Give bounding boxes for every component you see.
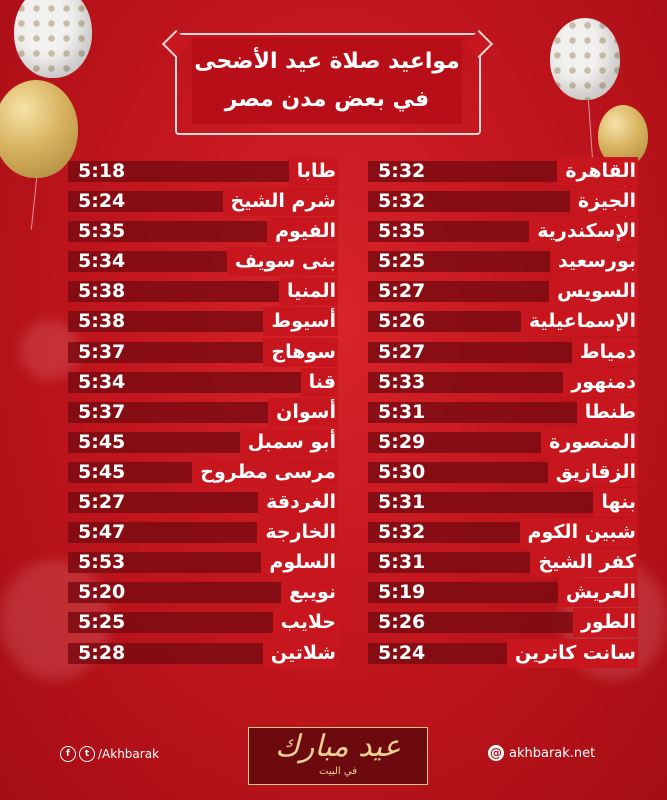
list-item bbox=[68, 578, 338, 607]
city-name: بنها bbox=[593, 488, 638, 517]
prayer-time: 5:37 bbox=[78, 340, 126, 363]
prayer-time: 5:31 bbox=[378, 491, 426, 514]
list-item bbox=[68, 247, 338, 276]
logo-subtext: في البيت bbox=[319, 766, 357, 777]
prayer-times-list-right bbox=[368, 157, 638, 669]
prayer-time: 5:27 bbox=[378, 340, 426, 363]
prayer-time: 5:35 bbox=[78, 220, 126, 243]
city-name: قنا bbox=[301, 368, 338, 397]
city-name: المنيا bbox=[279, 277, 338, 306]
list-item bbox=[368, 639, 638, 668]
list-item bbox=[68, 458, 338, 487]
page-title-line2: في بعض مدن مصر bbox=[224, 87, 430, 112]
list-item bbox=[368, 548, 638, 577]
facebook-icon[interactable]: f bbox=[60, 746, 76, 762]
city-name: بنى سويف bbox=[227, 247, 338, 276]
prayer-time: 5:37 bbox=[78, 400, 126, 423]
white-balloon-icon bbox=[550, 18, 620, 100]
balloon-string bbox=[588, 100, 593, 160]
prayer-time: 5:25 bbox=[378, 250, 426, 273]
prayer-time: 5:34 bbox=[78, 250, 126, 273]
city-name: شبين الكوم bbox=[520, 518, 638, 547]
prayer-time: 5:32 bbox=[378, 521, 426, 544]
eid-logo bbox=[248, 727, 428, 785]
city-name: نويبع bbox=[281, 578, 338, 607]
list-item bbox=[368, 398, 638, 427]
prayer-time: 5:45 bbox=[78, 460, 126, 483]
list-item bbox=[368, 307, 638, 336]
prayer-time: 5:29 bbox=[378, 430, 426, 453]
city-name: الإسماعيلية bbox=[521, 307, 638, 336]
list-item bbox=[368, 428, 638, 457]
city-name: السلوم bbox=[261, 548, 338, 577]
city-name: الفيوم bbox=[267, 217, 338, 246]
city-name: طابا bbox=[289, 157, 338, 186]
prayer-time: 5:28 bbox=[78, 641, 126, 664]
prayer-time: 5:38 bbox=[78, 310, 126, 333]
prayer-time: 5:31 bbox=[378, 400, 426, 423]
city-name: الإسكندرية bbox=[529, 217, 638, 246]
prayer-time: 5:24 bbox=[78, 190, 126, 213]
prayer-time: 5:19 bbox=[378, 581, 426, 604]
city-name: أبو سمبل bbox=[240, 428, 338, 457]
city-name: الخارجة bbox=[257, 518, 338, 547]
website-link[interactable] bbox=[488, 743, 595, 763]
list-item bbox=[368, 368, 638, 397]
city-name: أسوان bbox=[268, 398, 338, 427]
prayer-time: 5:34 bbox=[78, 370, 126, 393]
city-name: الزقازيق bbox=[548, 458, 638, 487]
prayer-time: 5:26 bbox=[378, 310, 426, 333]
list-item bbox=[368, 488, 638, 517]
list-item bbox=[68, 639, 338, 668]
list-item bbox=[68, 187, 338, 216]
city-name: العريش bbox=[558, 578, 638, 607]
city-name: شرم الشيخ bbox=[223, 187, 338, 216]
city-name: طنطا bbox=[577, 398, 638, 427]
list-item bbox=[68, 398, 338, 427]
website-url[interactable]: akhbarak.net bbox=[509, 745, 596, 761]
list-item bbox=[368, 277, 638, 306]
prayer-time: 5:24 bbox=[378, 641, 426, 664]
prayer-time: 5:38 bbox=[78, 280, 126, 303]
city-name: سانت كاترين bbox=[507, 639, 638, 668]
list-item bbox=[368, 338, 638, 367]
list-item bbox=[368, 608, 638, 637]
twitter-icon[interactable]: t bbox=[79, 746, 95, 762]
list-item bbox=[68, 217, 338, 246]
list-item bbox=[368, 518, 638, 547]
list-item bbox=[368, 157, 638, 186]
city-name: حلايب bbox=[273, 608, 338, 637]
page-title-line1: مواعيد صلاة عيد الأضحى bbox=[194, 49, 460, 74]
prayer-time: 5:32 bbox=[378, 190, 426, 213]
city-name: مرسى مطروح bbox=[192, 458, 338, 487]
list-item bbox=[368, 578, 638, 607]
city-name: السويس bbox=[549, 277, 638, 306]
prayer-time: 5:27 bbox=[78, 491, 126, 514]
city-name: الطور bbox=[573, 608, 638, 637]
prayer-time: 5:47 bbox=[78, 521, 126, 544]
social-links bbox=[60, 745, 159, 763]
prayer-time: 5:25 bbox=[78, 611, 126, 634]
city-name: كفر الشيخ bbox=[530, 548, 638, 577]
city-name: بورسعيد bbox=[550, 247, 638, 276]
city-name: المنصورة bbox=[541, 428, 638, 457]
list-item bbox=[68, 338, 338, 367]
prayer-time: 5:53 bbox=[78, 551, 126, 574]
list-item bbox=[368, 458, 638, 487]
list-item bbox=[68, 518, 338, 547]
list-item bbox=[368, 247, 638, 276]
city-name: دمياط bbox=[572, 338, 638, 367]
at-icon: @ bbox=[490, 746, 502, 760]
prayer-time: 5:27 bbox=[378, 280, 426, 303]
list-item bbox=[68, 608, 338, 637]
page-title bbox=[192, 38, 462, 124]
city-name: القاهرة bbox=[557, 157, 638, 186]
prayer-time: 5:33 bbox=[378, 370, 426, 393]
white-balloon-icon bbox=[14, 0, 92, 78]
city-name: أسيوط bbox=[263, 307, 338, 336]
list-item bbox=[68, 548, 338, 577]
list-item bbox=[68, 277, 338, 306]
logo-text: عيد مبارك bbox=[275, 729, 401, 764]
list-item bbox=[368, 187, 638, 216]
prayer-time: 5:32 bbox=[378, 160, 426, 182]
list-item bbox=[68, 368, 338, 397]
prayer-time: 5:35 bbox=[378, 220, 426, 243]
prayer-time: 5:31 bbox=[378, 551, 426, 574]
city-name: الجيزة bbox=[570, 187, 638, 216]
list-item bbox=[68, 488, 338, 517]
prayer-time: 5:18 bbox=[78, 160, 126, 182]
prayer-time: 5:26 bbox=[378, 611, 426, 634]
gold-balloon-icon bbox=[0, 80, 78, 178]
social-handle[interactable]: /Akhbarak bbox=[98, 747, 160, 761]
prayer-times-list-left bbox=[68, 157, 338, 669]
list-item bbox=[68, 157, 338, 186]
city-name: شلاتين bbox=[263, 639, 338, 668]
city-name: دمنهور bbox=[563, 368, 638, 397]
city-name: الغردقة bbox=[258, 488, 338, 517]
list-item bbox=[68, 428, 338, 457]
prayer-time: 5:45 bbox=[78, 430, 126, 453]
prayer-time: 5:30 bbox=[378, 460, 426, 483]
list-item bbox=[68, 307, 338, 336]
list-item bbox=[368, 217, 638, 246]
prayer-time: 5:20 bbox=[78, 581, 126, 604]
city-name: سوهاج bbox=[263, 338, 338, 367]
